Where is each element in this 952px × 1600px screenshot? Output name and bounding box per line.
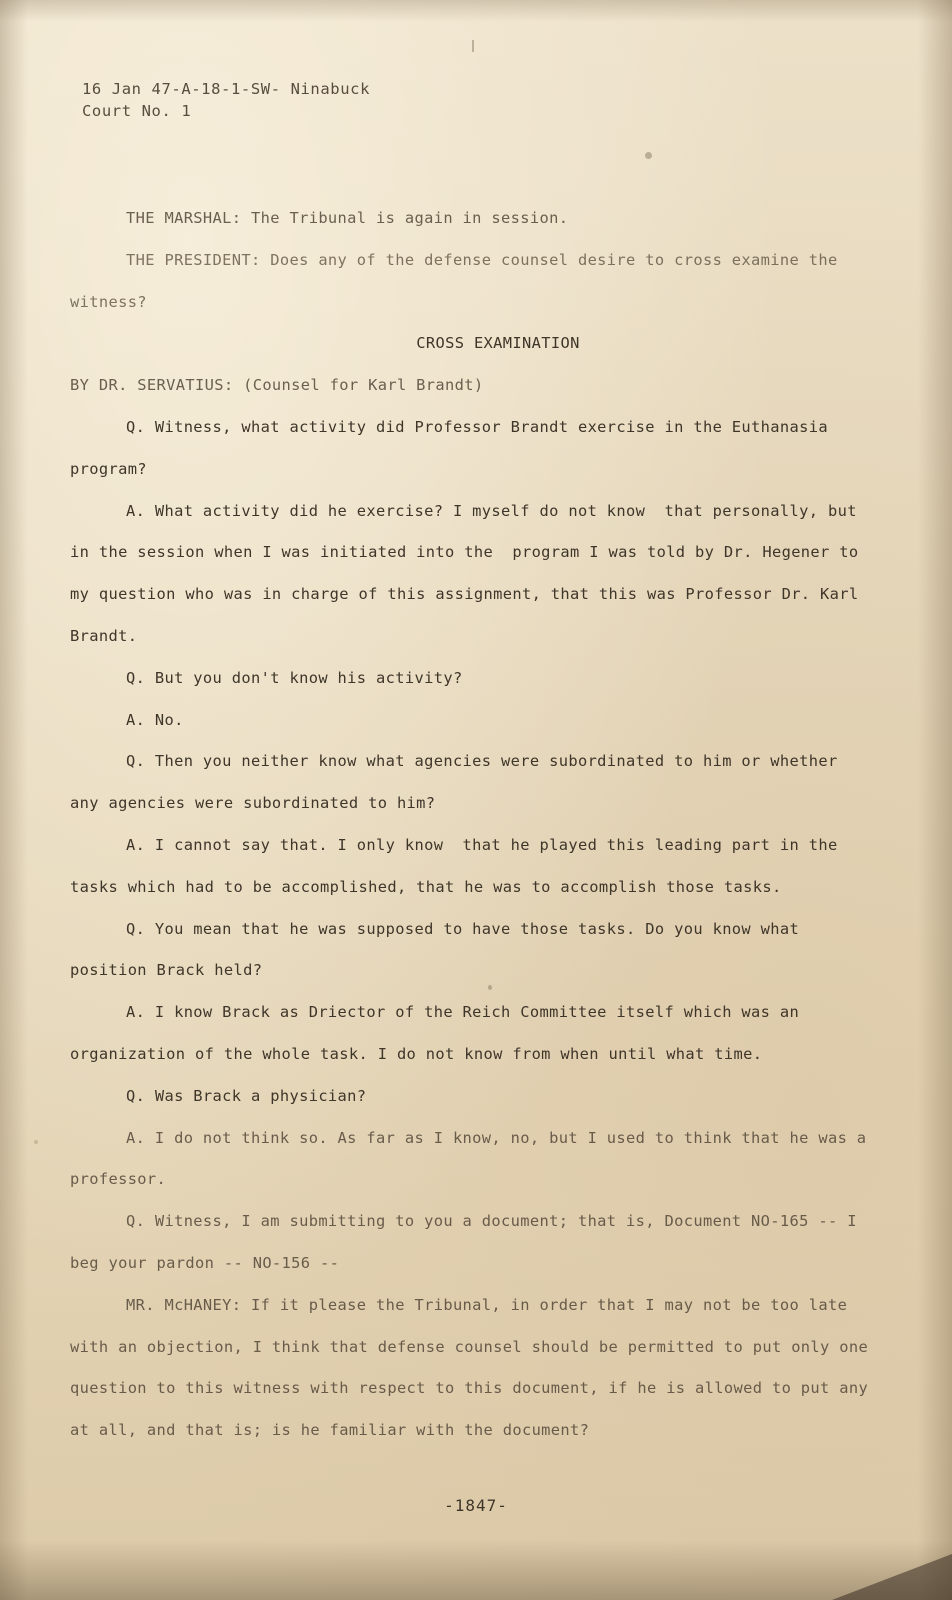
paragraph-question-1: Q. Witness, what activity did Professor Brandt exercise in the Euthanasia program?: [70, 417, 838, 478]
paragraph-question-5: Q. Was Brack a physician?: [126, 1086, 367, 1105]
paragraph-answer-2: A. No.: [126, 710, 184, 729]
paragraph-marshal: THE MARSHAL: The Tribunal is again in session.: [126, 209, 569, 227]
page-number: -1847-: [444, 1496, 508, 1515]
paragraph-answer-1: A. What activity did he exercise? I myself do not know that personally, but in the session when I was initiated into the program I was told by Dr. Hegener to my question who was in charge of this assignment, that this was Professor Dr. Karl Brandt.: [70, 501, 869, 645]
paragraph-question-3: Q. Then you neither know what agencies were subordinated to him or whether any agencies were subordinated to him?: [70, 752, 848, 813]
document-header-line-1: 16 Jan 47-A-18-1-SW- Ninabuck: [82, 80, 371, 98]
transcript-body: [70, 198, 878, 1452]
paragraph-answer-5: A. I do not think so. As far as I know, no, but I used to think that he was a professor.: [70, 1128, 877, 1189]
section-heading-cross-examination: CROSS EXAMINATION: [416, 334, 580, 353]
paragraph-question-2: Q. But you don't know his activity?: [126, 668, 463, 687]
paragraph-question-6: Q. Witness, I am submitting to you a document; that is, Document NO-165 -- I beg your pardon -- NO-156 --: [70, 1212, 867, 1272]
document-header-line-2: Court No. 1: [82, 102, 192, 120]
paragraph-by-counsel: BY DR. SERVATIUS: (Counsel for Karl Brandt): [70, 376, 484, 395]
paragraph-president: THE PRESIDENT: Does any of the defense counsel desire to cross examine the witness?: [70, 250, 848, 311]
paragraph-answer-4: A. I know Brack as Driector of the Reich Committee itself which was an organization of the whole task. I do not know from when until what time.: [70, 1003, 809, 1063]
paragraph-question-4: Q. You mean that he was supposed to have those tasks. Do you know what position Brack held?: [70, 919, 809, 980]
paragraph-mchaney-objection: MR. McHANEY: If it please the Tribunal, in order that I may not be too late with an objection, I think that defense counsel should be permitted to put only one question to this witness with respect to this document, if he is allowed to put any at all, and that is; is he familiar with the document?: [70, 1295, 878, 1440]
paragraph-answer-3: A. I cannot say that. I only know that he played this leading part in the tasks which had to be accomplished, that he was to accomplish those tasks.: [70, 835, 848, 896]
